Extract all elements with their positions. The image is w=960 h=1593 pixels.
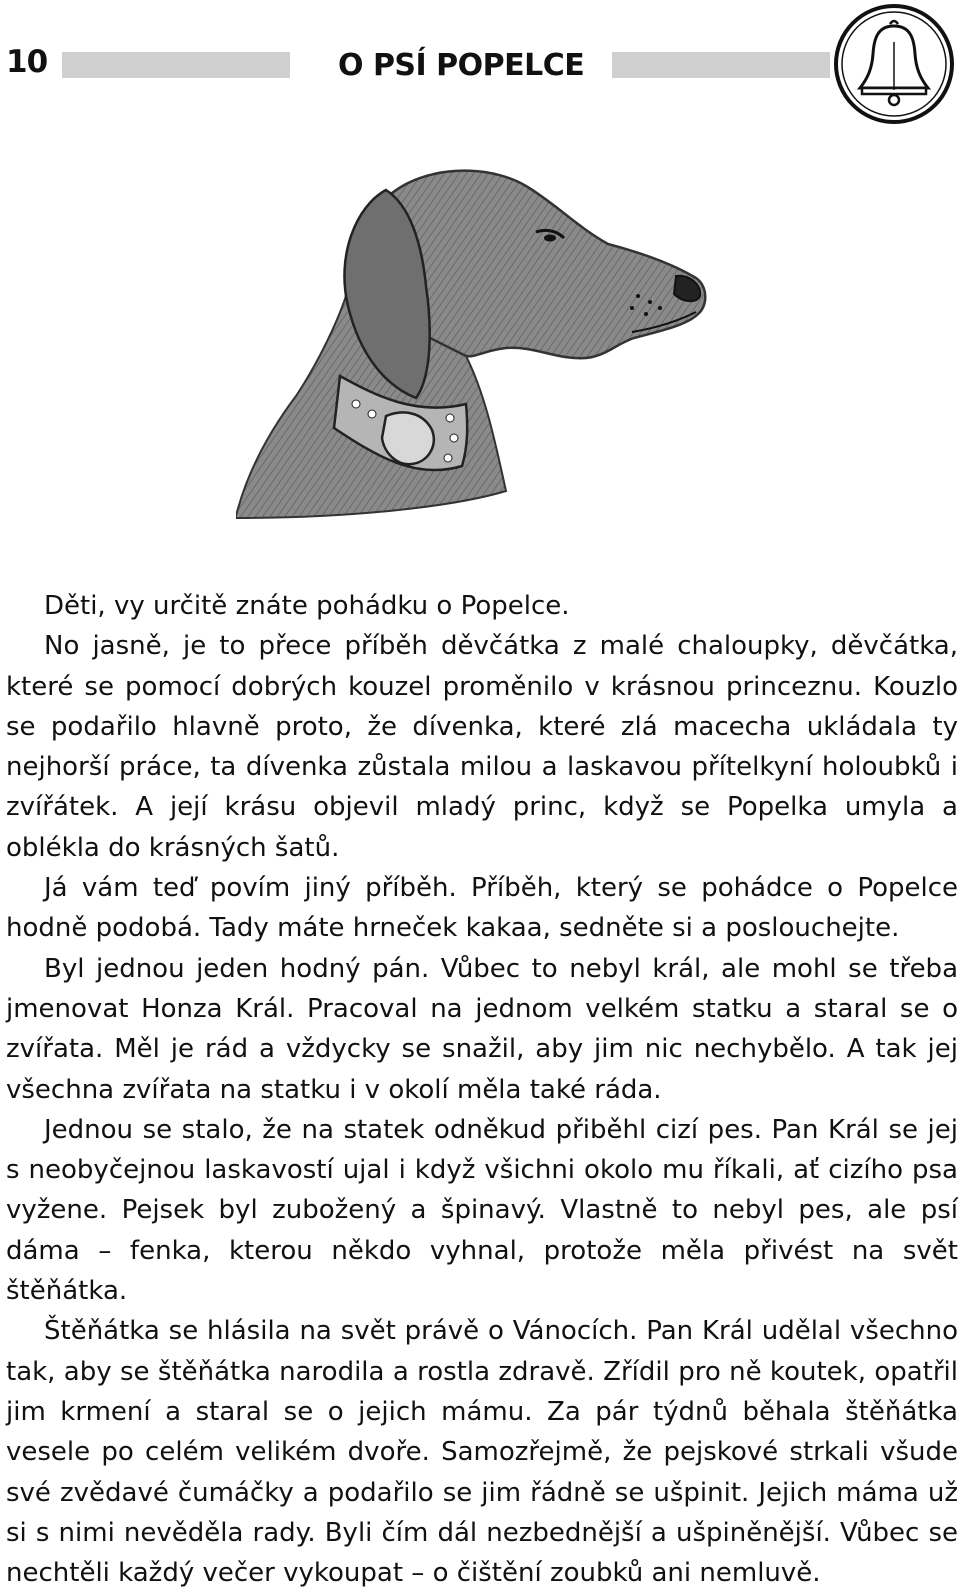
page-number: 10 [6, 44, 48, 80]
header-bar-right [612, 52, 830, 78]
paragraph: Byl jednou jeden hodný pán. Vůbec to nebyl král, ale mohl se třeba jmenovat Honza Král. Pracoval na jednom velkém statku a staral se o zvířata. Měl je rád a vždycky se snažil, aby jim nic nechybělo. A tak jej všechna zvířata na statku i v okolí měla také ráda. [6, 953, 958, 1105]
bell-icon [832, 2, 956, 126]
page-title: O PSÍ POPELCE [338, 48, 585, 83]
paragraph: Štěňátka se hlásila na svět právě o Vánocích. Pan Král udělal všechno tak, aby se štěňátka narodila a rostla zdravě. Zřídil pro ně koutek, opatřil jim krmení a staral se o jejich mámu. Za pár týdnů běhala štěňátka vesele po celém velikém dvoře. Samozřejmě, že pejskové strkali všude své zvědavé čumáčky a podařilo se jim řádně se ušpinit. Jejich máma už si s nimi nevěděla rady. Byli čím dál nezbednější a ušpiněnější. Vůbec se nechtěli každý večer vykoupat – o čištění zoubků ani nemluvě. [6, 1316, 958, 1589]
dog-illustration [236, 146, 726, 526]
header-bar-left [62, 52, 290, 78]
paragraph: Děti, vy určitě znáte pohádku o Popelce. [44, 591, 570, 621]
story-text [6, 586, 958, 1593]
paragraph: No jasně, je to přece příběh děvčátka z malé chaloupky, děvčátka, které se pomocí dobrých kouzel proměnilo v krásnou princeznu. Kouzlo se podařilo hlavně proto, že dívenka, které zlá macecha ukládala ty nejhorší práce, ta dívenka zůstala milou a laskavou přítelkyní holoubků i zvířátek. A její krásu objevil mladý princ, když se Popelka umyla a oblékla do krásných šatů. [6, 631, 958, 863]
paragraph: Já vám teď povím jiný příběh. Příběh, který se pohádce o Popelce hodně podobá. Tady máte hrneček kakaa, sedněte si a poslouchejte. [6, 873, 958, 944]
paragraph: Jednou se stalo, že na statek odněkud přiběhl cizí pes. Pan Král se jej s neobyčejnou laskavostí ujal i když všichni okolo mu říkali, ať cizího psa vyžene. Pejsek byl zubožený a špinavý. Vlastně to nebyl pes, ale psí dáma – fenka, kterou někdo vyhnal, protože měla přivést na svět štěňátka. [6, 1114, 958, 1307]
